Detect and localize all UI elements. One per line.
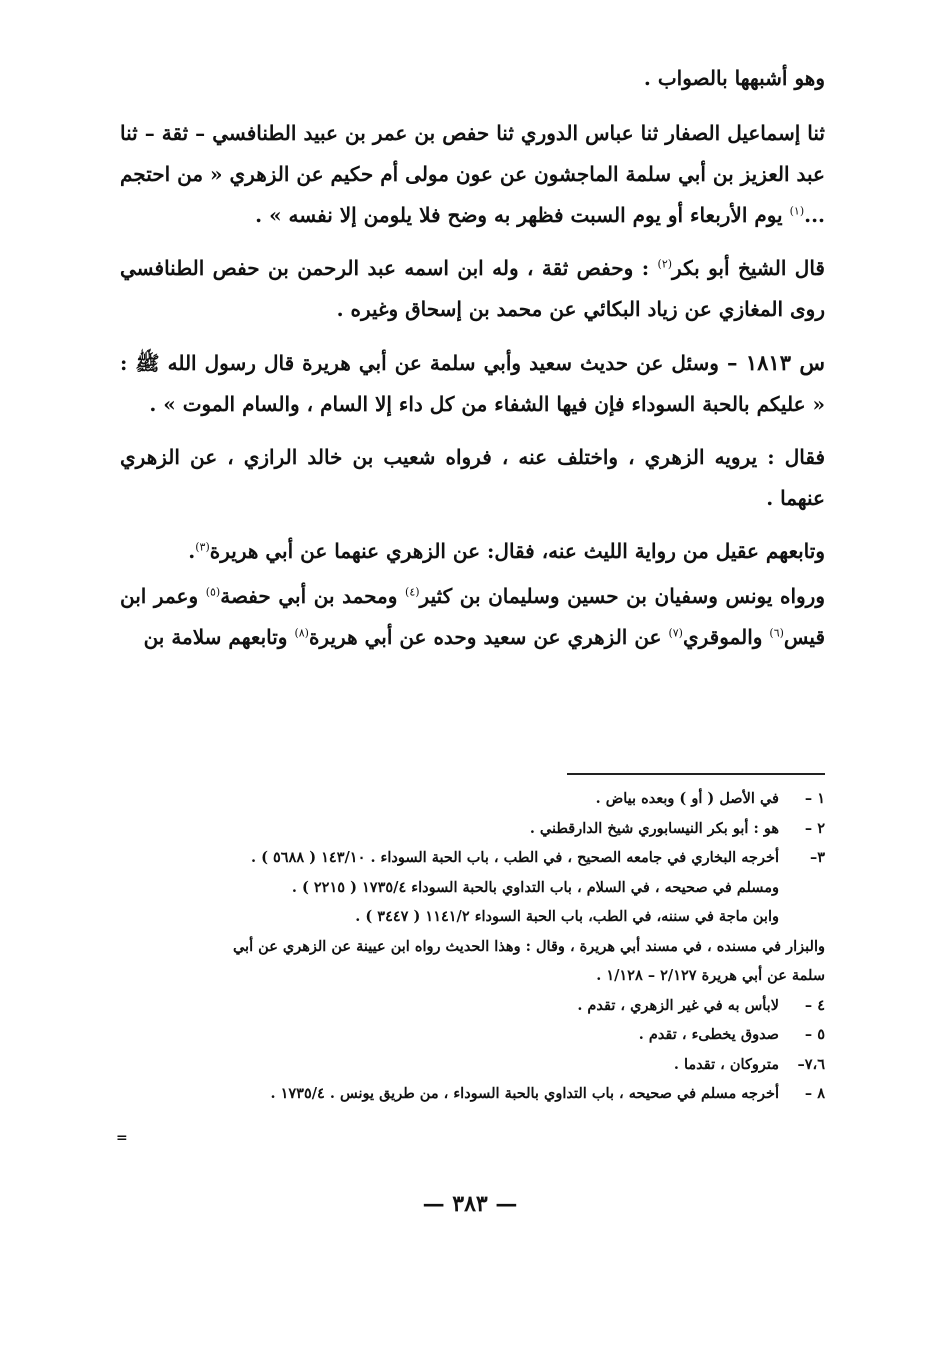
footnote-4 xyxy=(120,991,825,1021)
footnote-1 xyxy=(120,784,825,814)
paragraph-3-text-b: : وحفص ثقة ، وله ابن اسمه عبد الرحمن بن حفص الطنافسي روى المغازي عن زياد البكائي عن محمد بن إسحاق وغيره . xyxy=(120,256,825,321)
footnote-ref-7[interactable]: (٧) xyxy=(668,626,683,640)
paragraph-6-text-b: . xyxy=(188,539,196,563)
footnote-4-text: لابأس به في غير الزهري ، تقدم . xyxy=(577,996,779,1014)
paragraph-1-text: وهو أشبهها بالصواب . xyxy=(643,66,825,90)
question-number: س ١٨١٣ – xyxy=(726,350,826,375)
footnote-3-text-a: أخرجه البخاري في جامعه الصحيح ، في الطب ، باب الحبة السوداء . ١٤٣/١٠ ( ٥٦٨٨ ) . xyxy=(251,849,779,866)
paragraph-7-text-e: عن الزهري عن سعيد وحده عن أبي هريرة xyxy=(308,625,669,649)
footnote-ref-8[interactable]: (٨) xyxy=(294,626,309,640)
main-text xyxy=(120,58,825,658)
footnote-4-number: ٤ – xyxy=(804,996,825,1014)
footnote-8 xyxy=(120,1079,825,1109)
paragraph-2-text-b: يوم الأربعاء أو يوم السبت فظهر به وضح فلا يلومن إلا نفسه » . xyxy=(255,203,790,227)
footnotes xyxy=(120,784,825,1109)
footnote-ref-3[interactable]: (٣) xyxy=(195,540,210,554)
paragraph-6 xyxy=(120,531,825,572)
footnote-2 xyxy=(120,814,825,844)
footnote-1-number: ١ – xyxy=(804,790,825,807)
footnote-3-number: ٣– xyxy=(809,849,825,866)
paragraph-5-text: فقال : يرويه الزهري ، واختلف عنه ، فرواه شعيب بن خالد الرازي ، عن الزهري عنهما . xyxy=(120,445,825,510)
footnote-8-text: أخرجه مسلم في صحيحه ، باب التداوي بالحبة السوداء ، من طريق يونس . ١٧٣٥/٤ . xyxy=(270,1085,779,1102)
paragraph-7-text-d: والموقري xyxy=(682,625,770,649)
paragraph-7-text-f: وتابعهم سلامة بن xyxy=(143,625,295,649)
footnote-ref-2[interactable]: (٢) xyxy=(657,257,673,271)
footnote-5 xyxy=(120,1020,825,1050)
footnote-ref-5[interactable]: (٥) xyxy=(205,585,221,599)
paragraph-1 xyxy=(120,58,825,99)
footnote-3 xyxy=(120,843,825,873)
footnote-separator xyxy=(567,773,825,775)
footnote-6-7-number: ٧،٦– xyxy=(797,1055,825,1073)
paragraph-6-text-a: وتابعهم عقيل من رواية الليث عنه، فقال: عن الزهري عنهما عن أبي هريرة xyxy=(209,539,825,563)
footnote-ref-6[interactable]: (٦) xyxy=(769,626,784,640)
footnote-5-number: ٥ – xyxy=(804,1026,825,1043)
footnote-ref-4[interactable]: (٤) xyxy=(405,585,420,599)
paragraph-7 xyxy=(120,576,825,658)
paragraph-7-text-c: وعمر ابن قيس xyxy=(120,584,825,649)
footnote-8-number: ٨ – xyxy=(804,1085,825,1102)
paragraph-2 xyxy=(120,113,825,236)
page-number: — ٣٨٣ — xyxy=(422,1191,518,1217)
footnote-3-text-c: وابن ماجة في سننه، في الطب، باب الحبة السوداء ١١٤١/٢ ( ٣٤٤٧ ) . xyxy=(355,908,779,925)
continuation-mark: = xyxy=(116,1130,128,1146)
question-1813 xyxy=(120,342,825,425)
footnote-6-7 xyxy=(120,1050,825,1080)
paragraph-7-text-b: ومحمد بن أبي حفصة xyxy=(220,584,406,608)
footnote-2-number: ٢ – xyxy=(804,819,825,837)
footnote-5-text: صدوق يخطىء ، تقدم . xyxy=(638,1026,779,1043)
question-text: وسئل عن حديث سعيد وأبي سلمة عن أبي هريرة قال رسول الله ﷺ : « عليكم بالحبة السوداء فإن فيها الشفاء من كل داء إلا السام ، والسام الموت » . xyxy=(120,351,825,416)
footnote-3-text-e: سلمة عن أبي هريرة ٢/١٢٧ – ١/١٢٨ . xyxy=(596,967,825,984)
paragraph-2-text-a: ثنا إسماعيل الصفار ثنا عباس الدوري ثنا حفص بن عمر بن عبيد الطنافسي – ثقة – ثنا عبد العزيز بن أبي سلمة الماجشون عن عون مولى أم حكيم عن الزهري « من احتجم ... xyxy=(120,121,825,227)
footnote-ref-1[interactable]: (١) xyxy=(789,204,805,218)
footnote-2-text: هو : أبو بكر النيسابوري شيخ الدارقطني . xyxy=(529,819,779,837)
paragraph-5 xyxy=(120,437,825,519)
paragraph-3 xyxy=(120,248,825,330)
footnote-6-7-text: متروكان ، تقدما . xyxy=(673,1055,779,1073)
footnote-3-text-d: والبزار في مسنده ، في مسند أبي هريرة ، وقال : وهذا الحديث رواه ابن عيينة عن الزهري عن أبي xyxy=(232,937,825,955)
footnote-3-text-b: ومسلم في صحيحه ، في السلام ، باب التداوي بالحبة السوداء ١٧٣٥/٤ ( ٢٢١٥ ) . xyxy=(291,878,779,896)
paragraph-3-text-a: قال الشيخ أبو بكر xyxy=(672,256,825,280)
footnote-1-text: في الأصل ( أو ) وبعده بياض . xyxy=(595,790,779,807)
paragraph-7-text-a: ورواه يونس وسفيان بن حسين وسليمان بن كثير xyxy=(419,584,825,608)
